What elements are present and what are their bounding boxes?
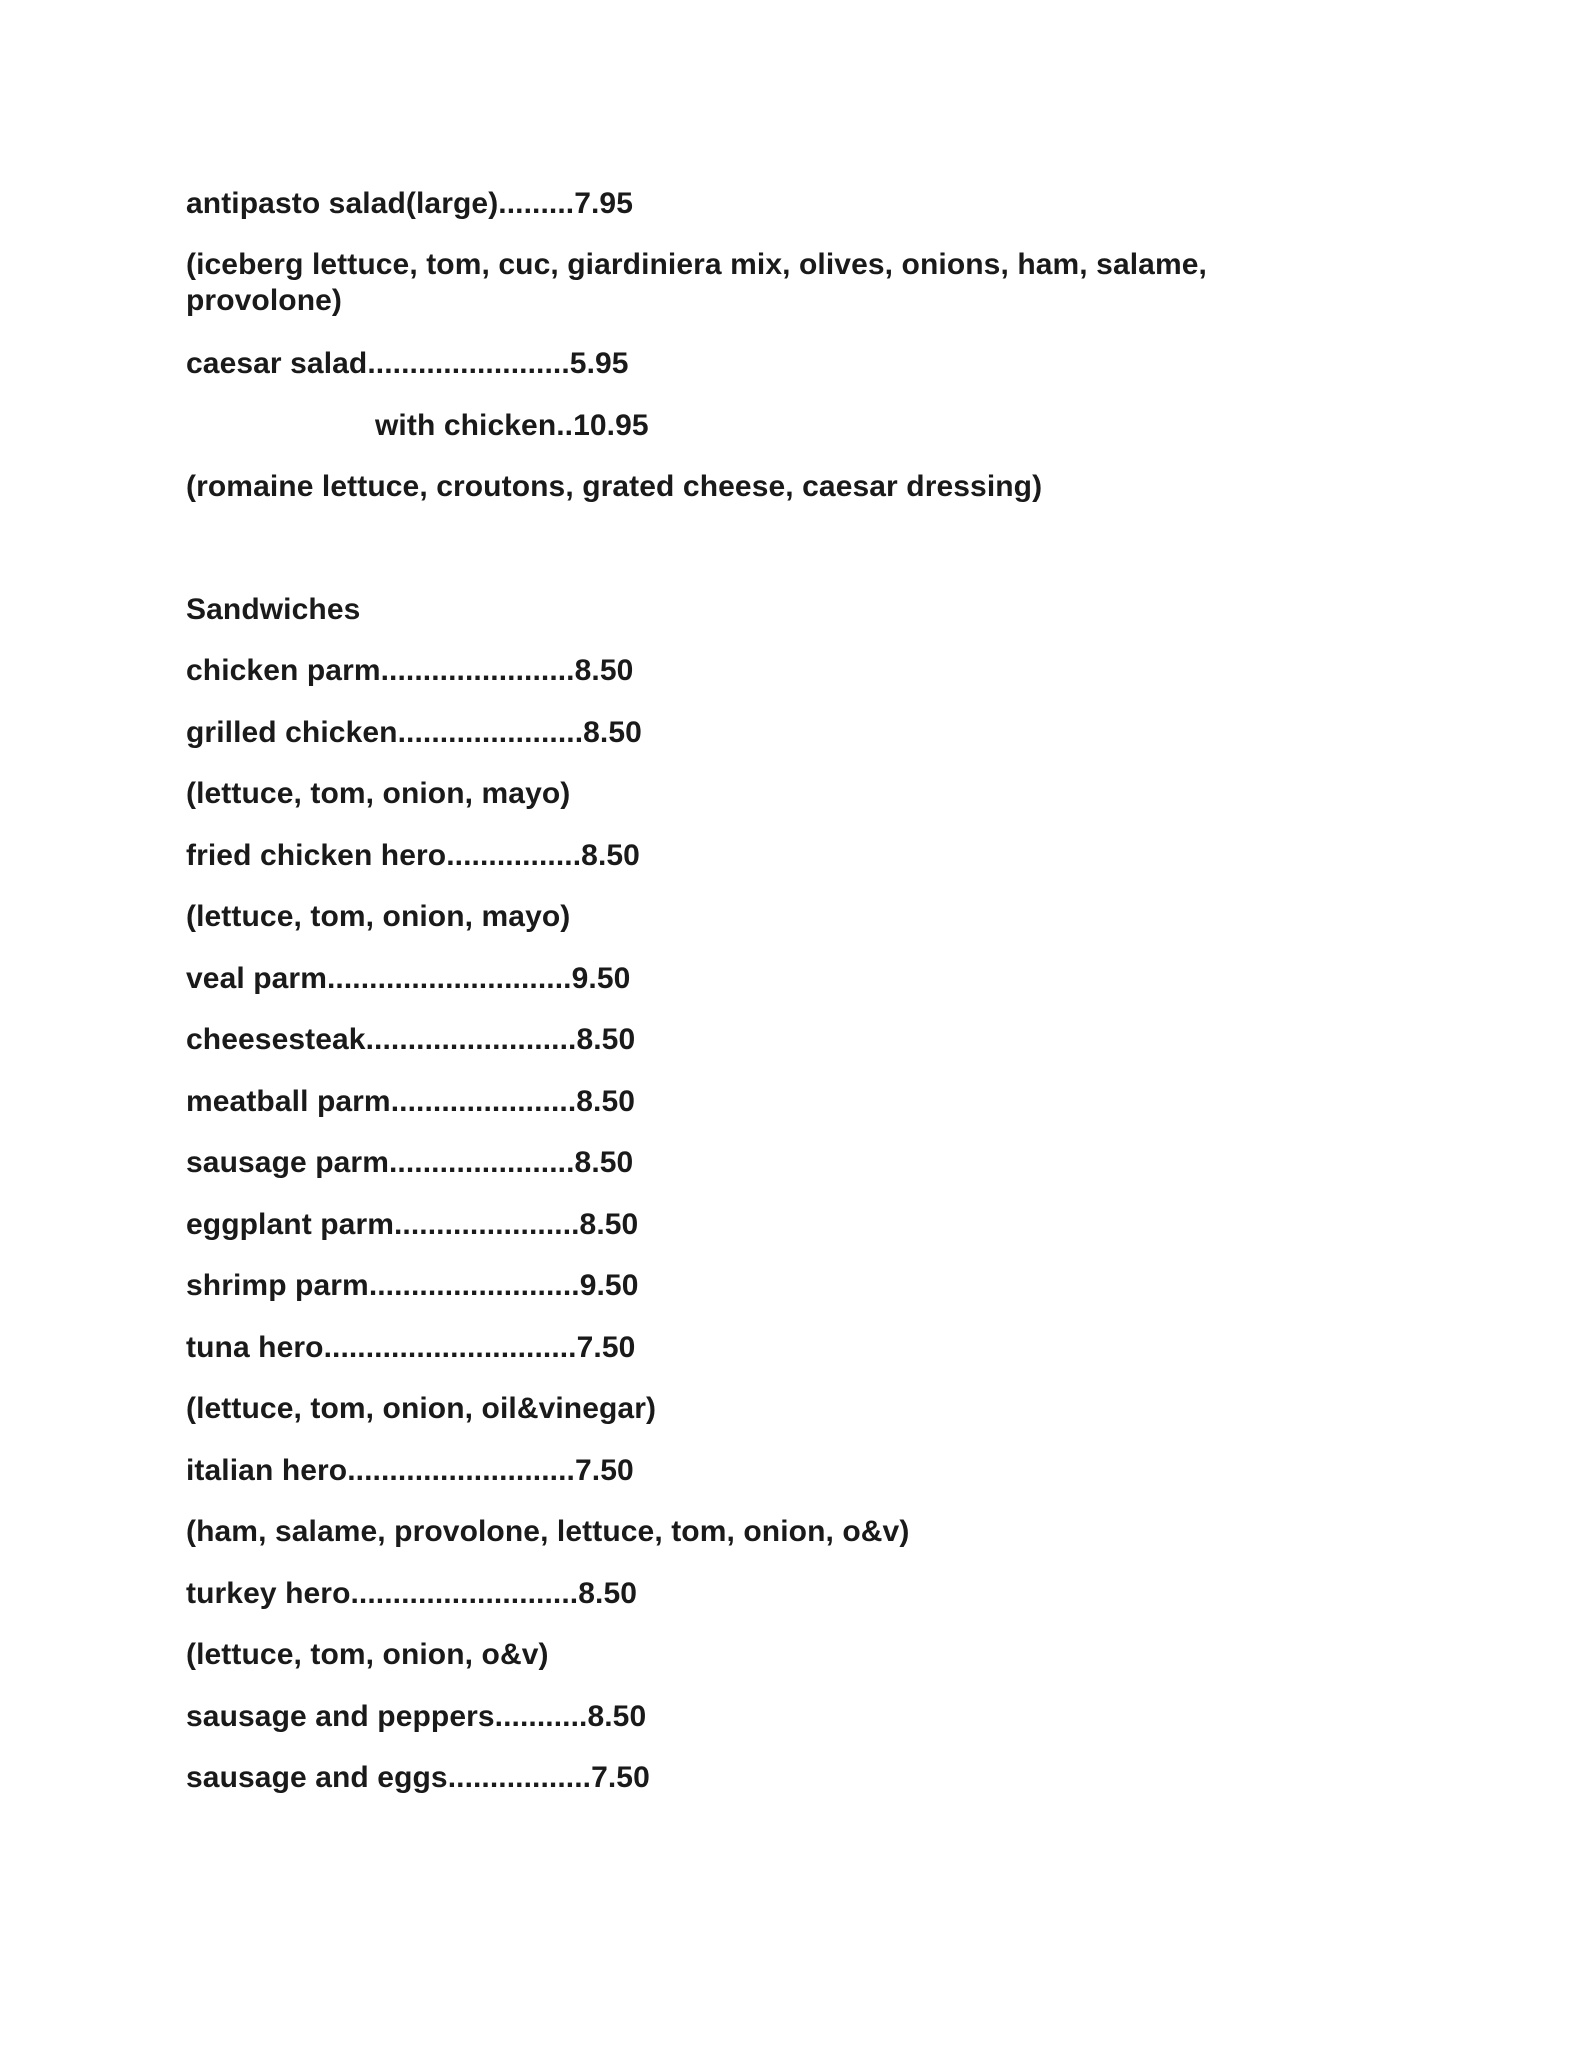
menu-item: eggplant parm......................8.50 — [186, 1208, 639, 1241]
menu-item: meatball parm......................8.50 — [186, 1085, 636, 1118]
menu-item-description: (lettuce, tom, onion, oil&vinegar) — [186, 1392, 657, 1425]
menu-item: tuna hero..............................7.50 — [186, 1331, 636, 1364]
menu-item: grilled chicken......................8.50 — [186, 716, 642, 749]
sandwiches-heading: Sandwiches — [186, 593, 361, 626]
menu-item: veal parm.............................9.50 — [186, 962, 631, 995]
menu-item: cheesesteak.........................8.50 — [186, 1023, 636, 1056]
menu-item: sausage parm......................8.50 — [186, 1146, 634, 1179]
caesar-salad-chicken-option: with chicken..10.95 — [375, 409, 649, 442]
menu-item: shrimp parm.........................9.50 — [186, 1269, 639, 1302]
antipasto-salad-item: antipasto salad(large).........7.95 — [186, 187, 633, 220]
menu-item-description: (ham, salame, provolone, lettuce, tom, onion, o&v) — [186, 1515, 910, 1548]
menu-item-description: (lettuce, tom, onion, mayo) — [186, 777, 571, 810]
menu-item-description: (lettuce, tom, onion, o&v) — [186, 1638, 549, 1671]
antipasto-salad-description: (iceberg lettuce, tom, cuc, giardiniera mix, olives, onions, ham, salame, provolone) — [186, 248, 1207, 317]
menu-item: turkey hero...........................8.50 — [186, 1577, 638, 1610]
menu-item: sausage and peppers...........8.50 — [186, 1700, 647, 1733]
menu-item: italian hero...........................7.50 — [186, 1454, 634, 1487]
menu-item: sausage and eggs.................7.50 — [186, 1761, 650, 1794]
caesar-salad-description: (romaine lettuce, croutons, grated cheese, caesar dressing) — [186, 470, 1043, 503]
menu-item: chicken parm.......................8.50 — [186, 654, 634, 687]
menu-item: fried chicken hero................8.50 — [186, 839, 640, 872]
caesar-salad-item: caesar salad........................5.95 — [186, 347, 629, 380]
menu-item-description: (lettuce, tom, onion, mayo) — [186, 900, 571, 933]
